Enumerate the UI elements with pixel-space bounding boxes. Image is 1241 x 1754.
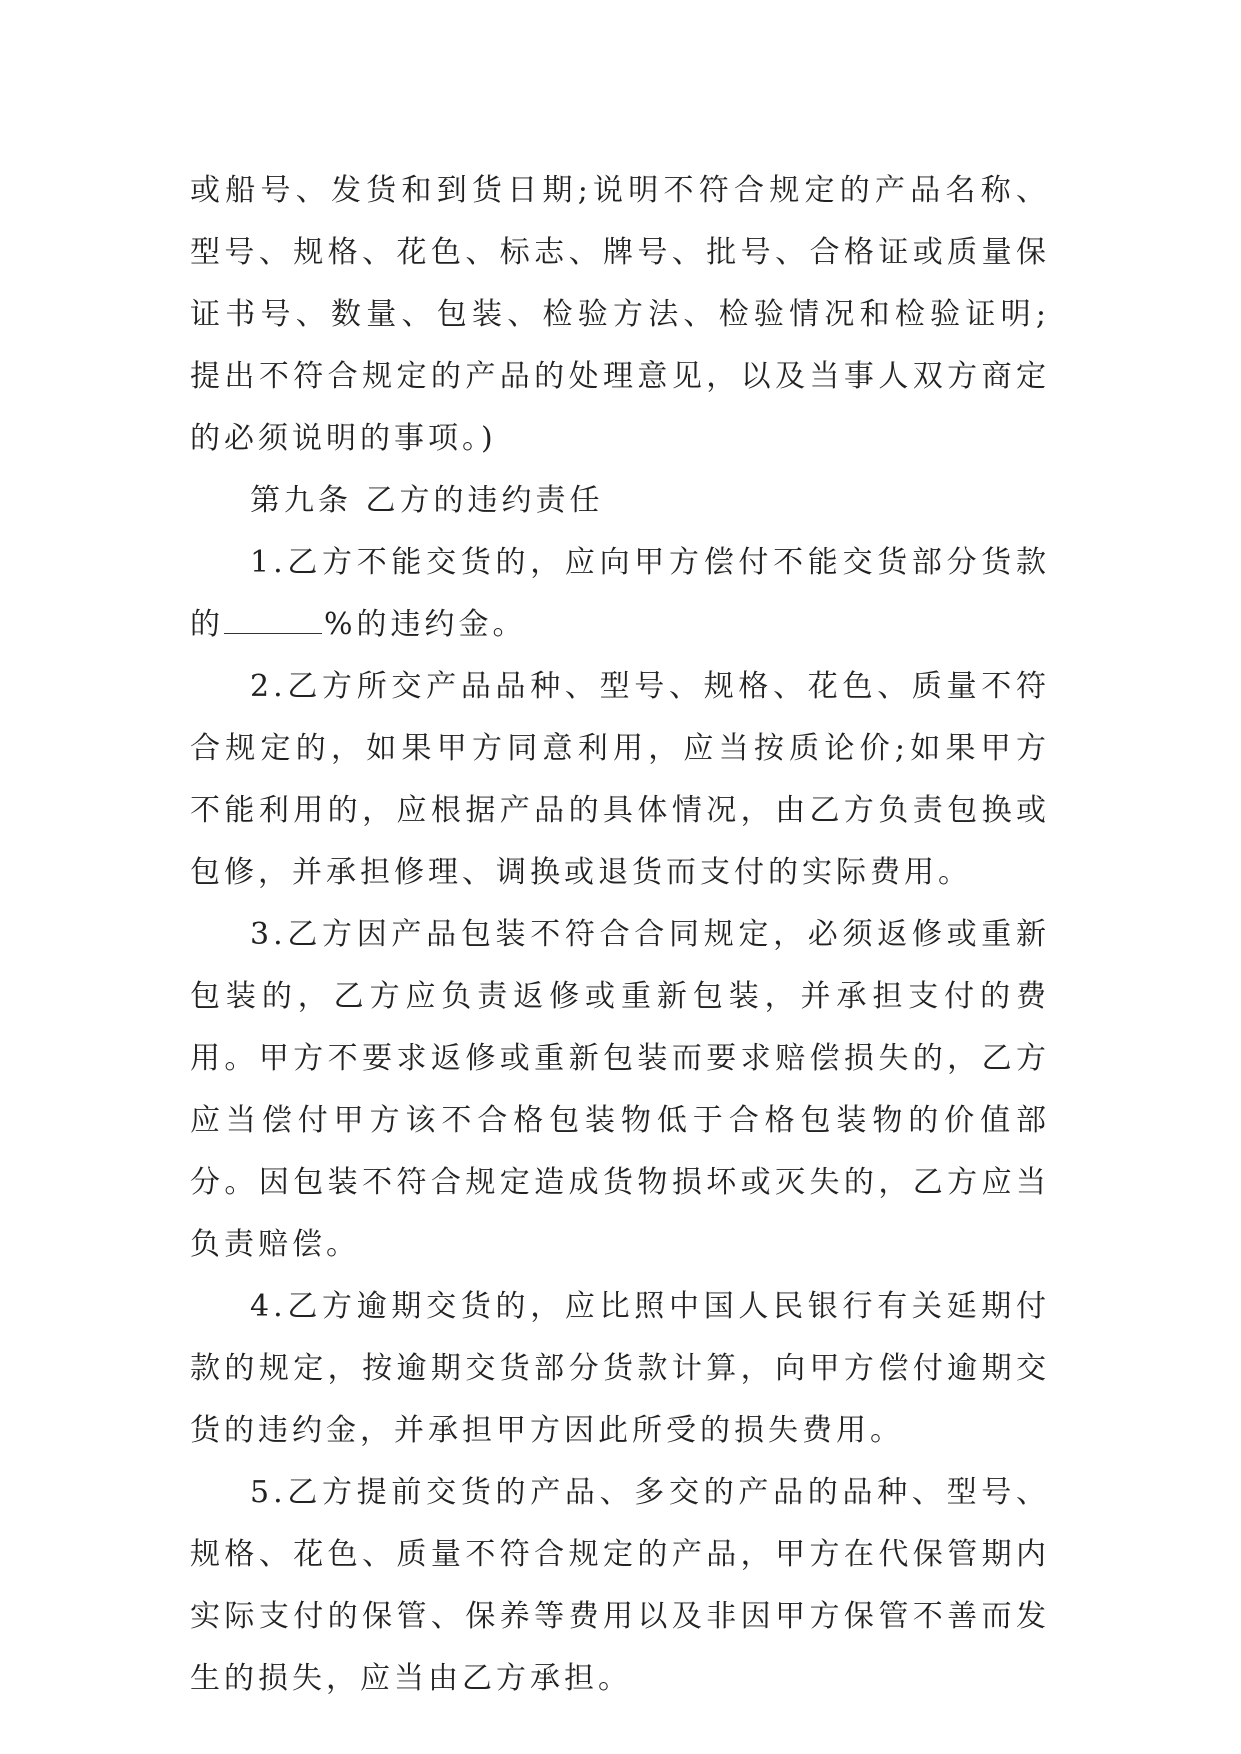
item-1-paragraph (190, 532, 1050, 656)
item-4-paragraph: 4.乙方逾期交货的，应比照中国人民银行有关延期付款的规定，按逾期交货部分货款计算，向甲方偿付逾期交货的违约金，并承担甲方因此所受的损失费用。 (190, 1289, 1050, 1448)
item-5-paragraph: 5.乙方提前交货的产品、多交的产品的品种、型号、规格、花色、质量不符合规定的产品，甲方在代保管期内实际支付的保管、保养等费用以及非因甲方保管不善而发生的损失，应当由乙方承担。 (190, 1475, 1050, 1696)
item-2-paragraph: 2.乙方所交产品品种、型号、规格、花色、质量不符合规定的，如果甲方同意利用，应当按质论价;如果甲方不能利用的，应根据产品的具体情况，由乙方负责包换或包修，并承担修理、调换或退货而支付的实际费用。 (190, 669, 1050, 890)
fill-in-blank (224, 603, 322, 634)
continuation-paragraph: 或船号、发货和到货日期;说明不符合规定的产品名称、型号、规格、花色、标志、牌号、批号、合格证或质量保证书号、数量、包装、检验方法、检验情况和检验证明;提出不符合规定的产品的处理意见，以及当事人双方商定的必须说明的事项。) (190, 173, 1050, 456)
document-body (190, 160, 1050, 1710)
item-1-tail: %的违约金。 (324, 607, 527, 642)
item-1-text: 1.乙方不能交货的，应向甲方偿付不能交货部分货款的 (190, 545, 1050, 642)
article-heading: 第九条 乙方的违约责任 (250, 483, 604, 518)
item-3-paragraph: 3.乙方因产品包装不符合合同规定，必须返修或重新包装的，乙方应负责返修或重新包装，并承担支付的费用。甲方不要求返修或重新包装而要求赔偿损失的，乙方应当偿付甲方该不合格包装物低于合格包装物的价值部分。因包装不符合规定造成货物损坏或灭失的，乙方应当负责赔偿。 (190, 917, 1050, 1262)
